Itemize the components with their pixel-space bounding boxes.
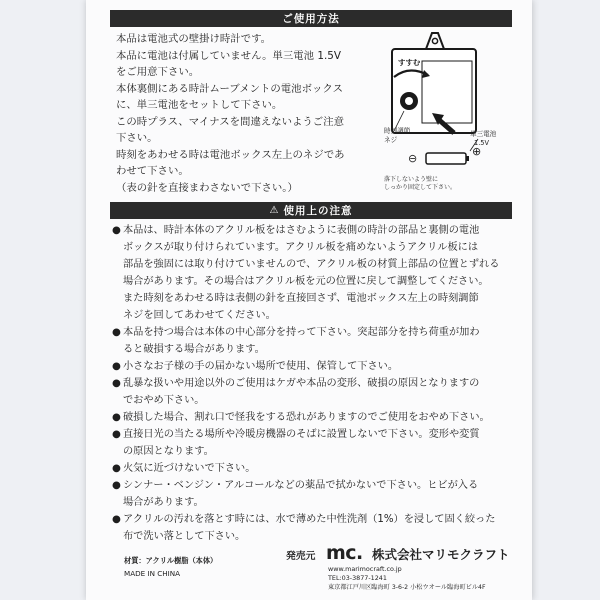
caution-item-cont: ると破損する場合があります。	[123, 344, 265, 355]
screw-label: ネジ	[384, 136, 398, 144]
bullet-icon: ●	[112, 429, 121, 440]
mounting-note: 落下しないよう壁に	[384, 176, 439, 183]
usage-line: （表の針を直接まわさないで下さい。）	[116, 182, 298, 194]
caution-header: ⚠ 使用上の注意	[110, 202, 512, 219]
caution-item-cont: ネジを回してあわせてください。	[123, 310, 276, 321]
caution-item-cont: 部品を強固には取り付けていませんので、アクリル板の材質上部品の位置とずれる	[123, 259, 500, 270]
telephone: TEL:03-3877-1241	[328, 574, 387, 582]
bullet-icon: ●	[112, 378, 121, 389]
caution-item: ● アクリルの汚れを落とす時には、水で薄めた中性洗剤（1%）を浸して固く絞った	[112, 514, 496, 525]
bullet-icon: ●	[112, 327, 121, 338]
screw-label: 時刻調節	[384, 127, 411, 135]
caution-item: ● 乱暴な扱いや用途以外のご使用はケガや本品の変形、破損の原因となりますの	[112, 378, 480, 389]
caution-item-cont: 布で洗い落として下さい。	[123, 531, 246, 542]
caution-item: ● 本品を持つ場合は本体の中心部分を持って下さい。突起部分を持ち荷重が加わ	[112, 327, 480, 338]
caution-item: ● 火気に近づけないで下さい。	[112, 463, 256, 474]
usage-line: この時プラス、マイナスを間違えないようご注意	[116, 116, 344, 128]
seller-label: 発売元	[286, 551, 316, 562]
usage-line: 本品に電池は付属していません。単三電池 1.5V	[116, 50, 341, 62]
caution-item-cont: ボックスが取り付けられています。アクリル板を痛めないようアクリル板には	[123, 242, 479, 253]
instruction-sheet	[86, 0, 532, 600]
usage-line: に、単三電池をセットして下さい。	[116, 99, 283, 111]
caution-item: ● シンナー・ベンジン・アルコールなどの薬品で拭かないで下さい。ヒビが入る	[112, 480, 479, 491]
caution-item-cont: でおやめ下さい。	[123, 395, 205, 406]
direction-label: すすむ	[398, 58, 421, 67]
usage-line: 時刻をあわせる時は電池ボックス左上のネジであ	[116, 149, 345, 161]
caution-item-cont: 場合があります。その場合はアクリル板を元の位置に戻して調整してください。	[123, 276, 489, 287]
company-logo: mc.	[326, 542, 363, 564]
caution-item-cont: の原因となります。	[123, 446, 214, 457]
website-url: www.marimocraft.co.jp	[328, 565, 402, 573]
caution-item: ● 本品は、時計本体のアクリル板をはさむように表側の時計の部品と裏側の電池	[112, 225, 480, 236]
usage-line: 下さい。	[116, 132, 158, 144]
bullet-icon: ●	[112, 361, 121, 372]
minus-sign: ⊖	[408, 152, 418, 165]
origin-label: MADE IN CHINA	[124, 569, 181, 578]
usage-line: 本品は電池式の壁掛け時計です。	[116, 33, 272, 45]
clock-movement-diagram	[384, 27, 512, 197]
bullet-icon: ●	[112, 463, 121, 474]
bullet-icon: ●	[112, 412, 121, 423]
movement-illustration	[384, 27, 512, 197]
usage-line: をご用意下さい。	[116, 66, 200, 78]
address: 東京都江戸川区臨海町 3-6-2 小松ウオール臨海町ビル4F	[328, 584, 486, 591]
warning-icon: ⚠	[269, 205, 280, 216]
bullet-icon: ●	[112, 514, 121, 525]
caution-item: ● 小さなお子様の手の届かない場所で使用、保管して下さい。	[112, 361, 399, 372]
bullet-icon: ●	[112, 225, 121, 236]
battery-voltage-label: 1.5V	[474, 139, 489, 147]
caution-item: ● 破損した場合、割れ口で怪我をする恐れがありますのでご使用をおやめ下さい。	[112, 412, 490, 423]
mounting-note: しっかり固定して下さい。	[384, 184, 457, 191]
usage-line: 本体裏側にある時計ムーブメントの電池ボックス	[116, 83, 344, 95]
caution-item-cont: 場合があります。	[123, 497, 204, 508]
bullet-icon: ●	[112, 480, 121, 491]
material-label: 材質：アクリル樹脂（本体）	[124, 556, 218, 565]
company-name: 株式会社マリモクラフト	[372, 547, 510, 562]
battery-label: 単三電池	[470, 130, 497, 138]
usage-line: わせて下さい。	[116, 165, 189, 177]
caution-item: ● 直接日光の当たる場所や冷暖房機器のそばに設置しないで下さい。変形や変質	[112, 429, 480, 440]
usage-header: ご使用方法	[110, 10, 512, 27]
plus-sign: ⊕	[472, 145, 482, 158]
caution-item-cont: また時刻をあわせる時は表側の針を直接回さず、電池ボックス左上の時刻調節	[123, 293, 479, 304]
